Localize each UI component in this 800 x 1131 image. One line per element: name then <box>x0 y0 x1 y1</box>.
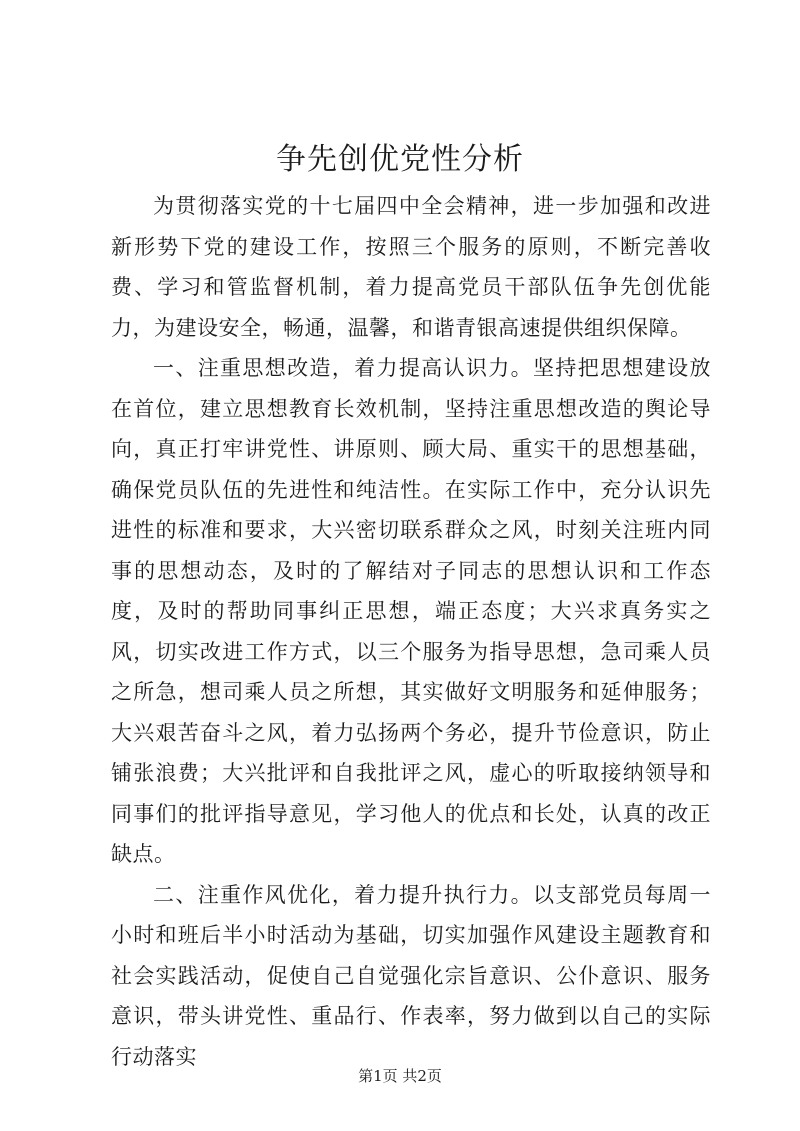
document-body <box>111 186 711 1077</box>
page-footer: 第1页 共2页 <box>358 1067 442 1085</box>
paragraph-section-one: 一、注重思想改造，着力提高认识力。坚持把思想建设放在首位，建立思想教育长效机制，坚持注重思想改造的舆论导向，真正打牢讲党性、讲原则、顾大局、重实干的思想基础，确保党员队伍的先进性和纯洁性。在实际工作中，充分认识先进性的标准和要求，大兴密切联系群众之风，时刻关注班内同事的思想动态，及时的了解结对子同志的思想认识和工作态度，及时的帮助同事纠正思想，端正态度；大兴求真务实之风，切实改进工作方式，以三个服务为指导思想，急司乘人员之所急，想司乘人员之所想，其实做好文明服务和延伸服务；大兴艰苦奋斗之风，着力弘扬两个务必，提升节俭意识，防止铺张浪费；大兴批评和自我批评之风，虚心的听取接纳领导和同事们的批评指导意见，学习他人的优点和长处，认真的改正缺点。 <box>111 356 711 866</box>
paragraph-section-two: 二、注重作风优化，着力提升执行力。以支部党员每周一小时和班后半小时活动为基础，切实加强作风建设主题教育和社会实践活动，促使自己自觉强化宗旨意识、公仆意识、服务意识，带头讲党性、重品行、作表率，努力做到以自己的实际行动落实 <box>111 882 711 1069</box>
document-title: 争先创优党性分析 <box>276 142 524 177</box>
paragraph-intro: 为贯彻落实党的十七届四中全会精神，进一步加强和改进新形势下党的建设工作，按照三个服务的原则，不断完善收费、学习和管监督机制，着力提高党员干部队伍争先创优能力，为建设安全，畅通，温馨，和谐青银高速提供组织保障。 <box>111 194 711 340</box>
